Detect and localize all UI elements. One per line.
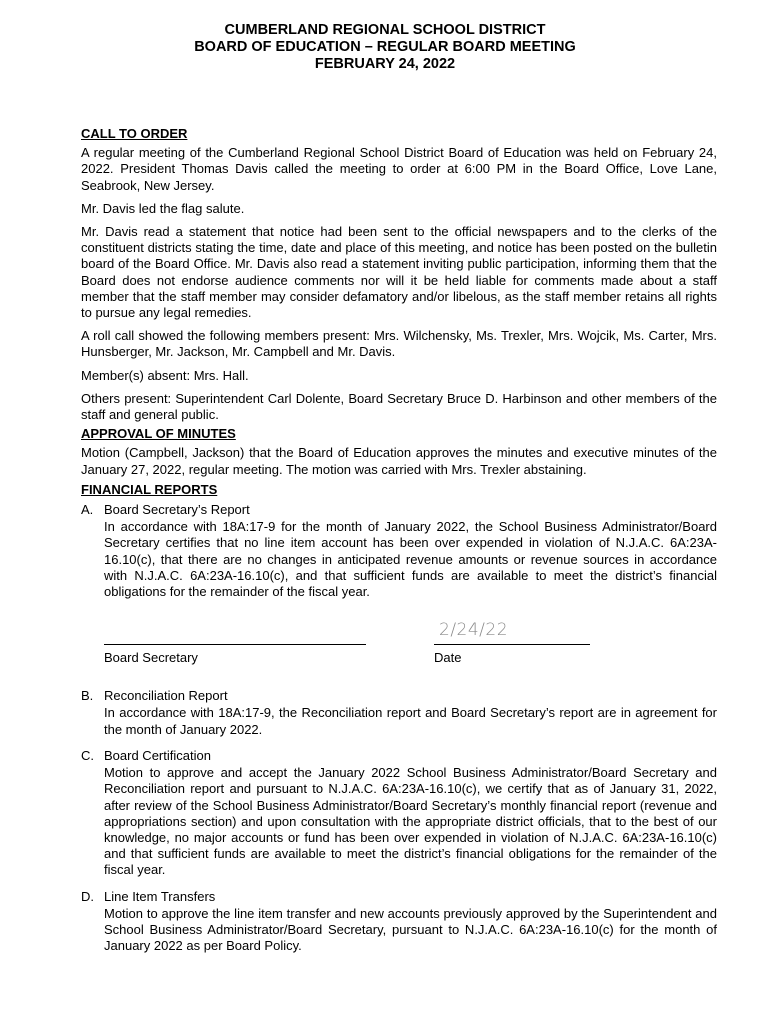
- flag-salute-paragraph: Mr. Davis led the flag salute.: [81, 200, 245, 216]
- signature-label: Board Secretary: [104, 650, 198, 666]
- meeting-date: FEBRUARY 24, 2022: [314, 56, 456, 72]
- district-title: CUMBERLAND REGIONAL SCHOOL DISTRICT: [224, 22, 546, 38]
- notice-statement-paragraph: Mr. Davis read a statement that notice had been sent to the official newspapers and to the clerks of the constituent districts stating the time, date and place of this meeting, and notice has been posted on the bulletin board of the Board Office. Mr. Davis also read a statement inviting public participation, informing them that the Board does not endorse audience comments nor will it be held liable for comments made about a staff member that the staff member may consider defamatory and/or libelous, as the staff member retains all rights to pursue any legal remedies.: [81, 224, 717, 321]
- others-present-paragraph: Others present: Superintendent Carl Dolente, Board Secretary Bruce D. Harbinson and other members of the staff and general public.: [81, 390, 717, 423]
- report-item-b: [81, 688, 717, 744]
- document-header: [0, 22, 770, 73]
- item-title: Board Certification: [104, 747, 211, 763]
- date-line: [434, 620, 590, 645]
- date-label: Date: [434, 650, 462, 666]
- approval-of-minutes-heading: APPROVAL OF MINUTES: [81, 426, 236, 442]
- item-text: Motion to approve the line item transfer and new accounts previously approved by the Superintendent and School Business Administrator/Board Secretary, pursuant to N.J.A.C. 6A:23A-16.10(c) for the month of January 2022 as per Board Policy.: [104, 905, 717, 954]
- signature-block: [104, 620, 717, 680]
- signature-line: [104, 644, 366, 645]
- report-item-a: [81, 502, 717, 606]
- item-letter: D.: [81, 888, 94, 904]
- item-title: Board Secretary’s Report: [104, 502, 250, 518]
- item-text: Motion to approve and accept the January 2022 School Business Administrator/Board Secretary and Reconciliation report and pursuant to N.J.A.C. 6A:23A-16.10(c), we certify that as of January 31, 2022, after review of the School Business Administrator/Board Secretary’s monthly financial report (revenue and appropriations section) and upon consultation with the appropriate district officials, that to the best of our knowledge, no major accounts or fund has been over expended in violation of N.J.A.C. 6A:23A-16.10(c) and that sufficient funds are available to meet the district’s financial obligations for the remainder of the fiscal year.: [104, 765, 717, 878]
- members-absent-paragraph: Member(s) absent: Mrs. Hall.: [81, 367, 249, 383]
- item-letter: A.: [81, 502, 94, 518]
- handwritten-date: 2/24/22: [439, 620, 509, 641]
- approval-of-minutes-paragraph: Motion (Campbell, Jackson) that the Board of Education approves the minutes and executive minutes of the January 27, 2022, regular meeting. The motion was carried with Mrs. Trexler abstaining.: [81, 445, 717, 477]
- call-to-order-heading: CALL TO ORDER: [81, 126, 188, 141]
- meeting-title: BOARD OF EDUCATION – REGULAR BOARD MEETING: [194, 39, 576, 55]
- call-to-order-paragraph: A regular meeting of the Cumberland Regional School District Board of Education was held on February 24, 2022. President Thomas Davis called the meeting to order at 6:00 PM in the Board Office, Love Lane, Seabrook, New Jersey.: [81, 145, 717, 193]
- roll-call-paragraph: A roll call showed the following members present: Mrs. Wilchensky, Ms. Trexler, Mrs. Wojcik, Ms. Carter, Mrs. Hunsberger, Mr. Jackson, Mr. Campbell and Mr. Davis.: [81, 328, 717, 360]
- document-body: [81, 126, 717, 960]
- report-item-d: [81, 889, 717, 961]
- item-title: Line Item Transfers: [104, 888, 216, 904]
- item-text: In accordance with 18A:17-9 for the month of January 2022, the School Business Administrator/Board Secretary certifies that no line item account has been over expended in violation of N.J.A.C. 6A:23A-16.10(c), that there are no changes in anticipated revenue amounts or revenue sources in accordance with N.J.A.C. 6A:23A-16.10(c), and that sufficient funds are available to meet the district’s financial obligations for the remainder of the fiscal year.: [104, 519, 717, 600]
- financial-reports-heading: FINANCIAL REPORTS: [81, 481, 218, 497]
- item-letter: C.: [81, 747, 94, 763]
- report-item-c: [81, 748, 717, 885]
- item-letter: B.: [81, 688, 94, 704]
- item-text: In accordance with 18A:17-9, the Reconciliation report and Board Secretary’s report are in agreement for the month of January 2022.: [104, 705, 717, 737]
- item-title: Reconciliation Report: [104, 688, 228, 704]
